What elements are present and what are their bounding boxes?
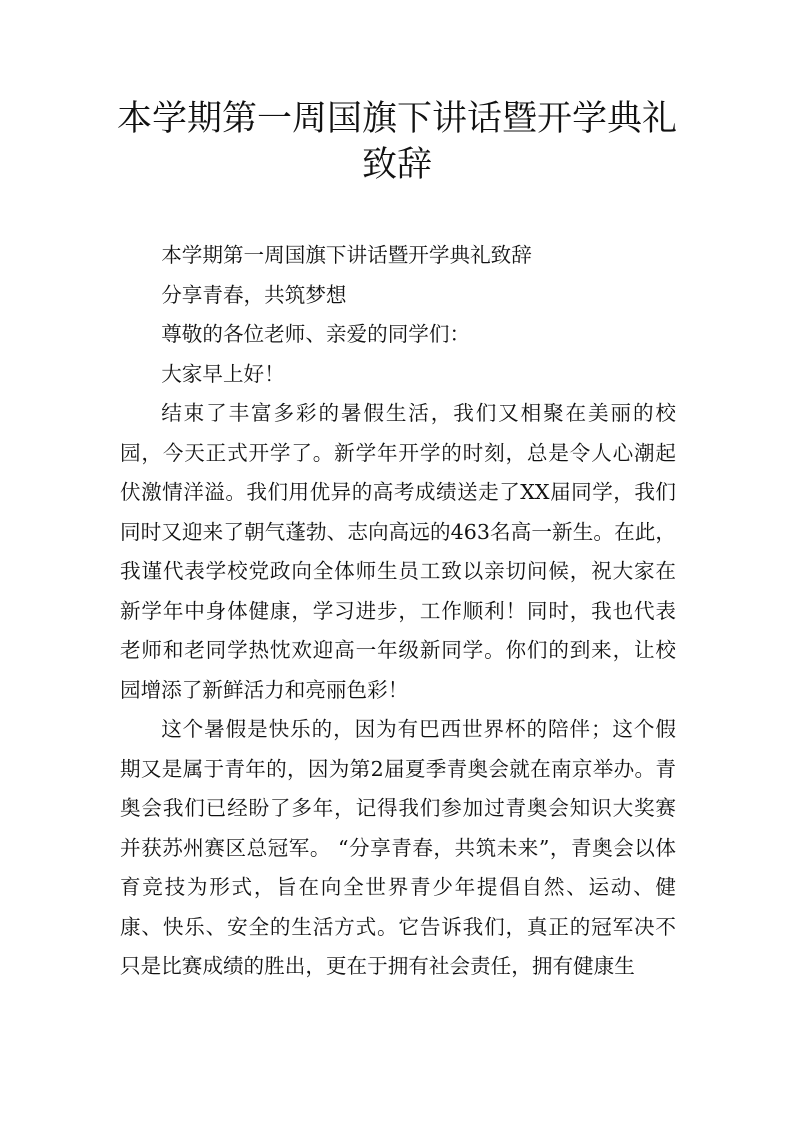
paragraph-theme: 分享青春，共筑梦想 (161, 282, 347, 307)
paragraph-repeated-title: 本学期第一周国旗下讲话暨开学典礼致辞 (161, 243, 532, 267)
document-body (120, 236, 676, 987)
paragraph-salutation: 尊敬的各位老师、亲爱的同学们： (161, 322, 471, 346)
paragraph-greeting: 大家早上好！ (161, 361, 285, 386)
document-title: 本学期第一周国旗下讲话暨开学典礼致辞 (116, 99, 677, 185)
paragraph-summer: 这个暑假是快乐的，因为有巴西世界杯的陪伴；这个假期又是属于青年的，因为第2届夏季青奥会就在南京举办。青奥会我们已经盼了多年，记得我们参加过青奥会知识大奖赛并获苏州赛区总冠军。 “分享青春，共筑未来”，青奥会以体育竞技为形式，旨在向全世界青少年提倡自然、运动、健康、快乐、安全的生活方式。它告诉我们，真正的冠军决不只是比赛成绩的胜出，更在于拥有社会责任，拥有健康生 (120, 717, 676, 978)
paragraph-opening: 结束了丰富多彩的暑假生活，我们又相聚在美丽的校园，今天正式开学了。新学年开学的时刻，总是令人心潮起伏激情洋溢。我们用优异的高考成绩送走了XX届同学，我们同时又迎来了朝气蓬勃、志向高远的463名高一新生。在此，我谨代表学校党政向全体师生员工致以亲切问候，祝大家在新学年中身体健康，学习进步，工作顺利！同时，我也代表老师和老同学热忱欢迎高一年级新同学。你们的到来，让校园增添了新鲜活力和亮丽色彩！ (120, 401, 676, 702)
